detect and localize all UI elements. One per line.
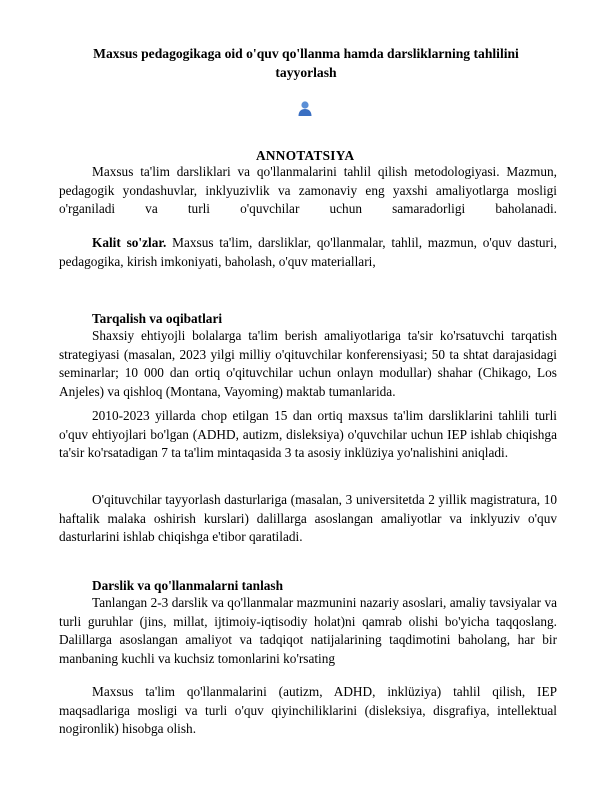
document-title: [62, 44, 550, 82]
annotation-heading: ANNOTATSIYA: [256, 148, 355, 163]
section2-paragraph-1: Tanlangan 2-3 darslik va qo'llanmalar mazmunini nazariy asoslari, amaliy tavsiyalar va turli guruhlar (jins, millat, ijtimoiy-iqtisodiy holat)ni qamrab olishi bo'yicha taqqoslang. Dalillarga asoslangan amaliyot va tadqiqot natijalarining taqdimotini baholang, har bir manbaning kuchli va kuchsiz tomonlarini ko'rsating: [59, 595, 557, 666]
section1-paragraph-3: O'qituvchilar tayyorlash dasturlariga (masalan, 3 universitetda 2 yillik magistratura, 10 haftalik malaka oshirish kurslari) dalillarga asoslangan amaliyotlar va inklyuziv o'quv dasturlarini ishlab chiqishga e'tibor qaratiladi.: [59, 492, 557, 544]
keywords-text: Maxsus ta'lim, darsliklar, qo'llanmalar, tahlil, mazmun, o'quv dasturi, pedagogika, kirish imkoniyati, baholash, o'quv materiallari,: [59, 235, 557, 269]
title-line-1: Maxsus pedagogikaga oid o'quv qo'llanma hamda darsliklarning tahlilini: [93, 46, 519, 61]
person-icon: [297, 100, 313, 116]
section-heading-selection: Darslik va qo'llanmalarni tanlash: [92, 578, 283, 593]
keywords-label: Kalit so'zlar.: [92, 235, 167, 250]
section1-paragraph-2: 2010-2023 yillarda chop etilgan 15 dan ortiq maxsus ta'lim darsliklarini tahlili turli o'quv ehtiyojlari bo'lgan (ADHD, autizm, disleksiya) o'quvchilar uchun IEP ishlab chiqishga ta'sir ko'rsatadigan 7 ta ta'lim mintaqasida 3 ta asosiy inklüziya yo'nalishini aniqladi.: [59, 408, 557, 460]
title-line-2: tayyorlash: [275, 65, 337, 80]
section2-paragraph-2: Maxsus ta'lim qo'llanmalarini (autizm, ADHD, inklüziya) tahlil qilish, IEP maqsadlariga mosligi va turli o'quv qiyinchiliklarini (disleksiya, disgrafiya, intellektual nogironlik) hisobga olish.: [59, 684, 557, 736]
keywords-paragraph: [59, 234, 557, 271]
section-heading-dissemination: Tarqalish va oqibatlari: [92, 311, 223, 326]
annotation-paragraph: Maxsus ta'lim darsliklari va qo'llanmalarini tahlil qilish metodologiyasi. Mazmun, pedagogik yondashuvlar, inklyuzivlik va zamonaviy eng yaxshi amaliyotlarga mosligi o'rganiladi va turli o'quvchilar uchun samaradorligi baholanadi.: [59, 164, 557, 216]
section1-paragraph-1: Shaxsiy ehtiyojli bolalarga ta'lim berish amaliyotlariga ta'sir ko'rsatuvchi tarqatish strategiyasi (masalan, 2023 yilgi milliy o'qituvchilar konferensiyasi; 50 ta shtat darajasidagi seminarlar; 10 000 dan ortiq o'qituvchilar uchun onlayn modullar) shahar (Chikago, Los Anjeles) va qishloq (Montana, Vayoming) maktab tumanlarida.: [59, 328, 557, 399]
